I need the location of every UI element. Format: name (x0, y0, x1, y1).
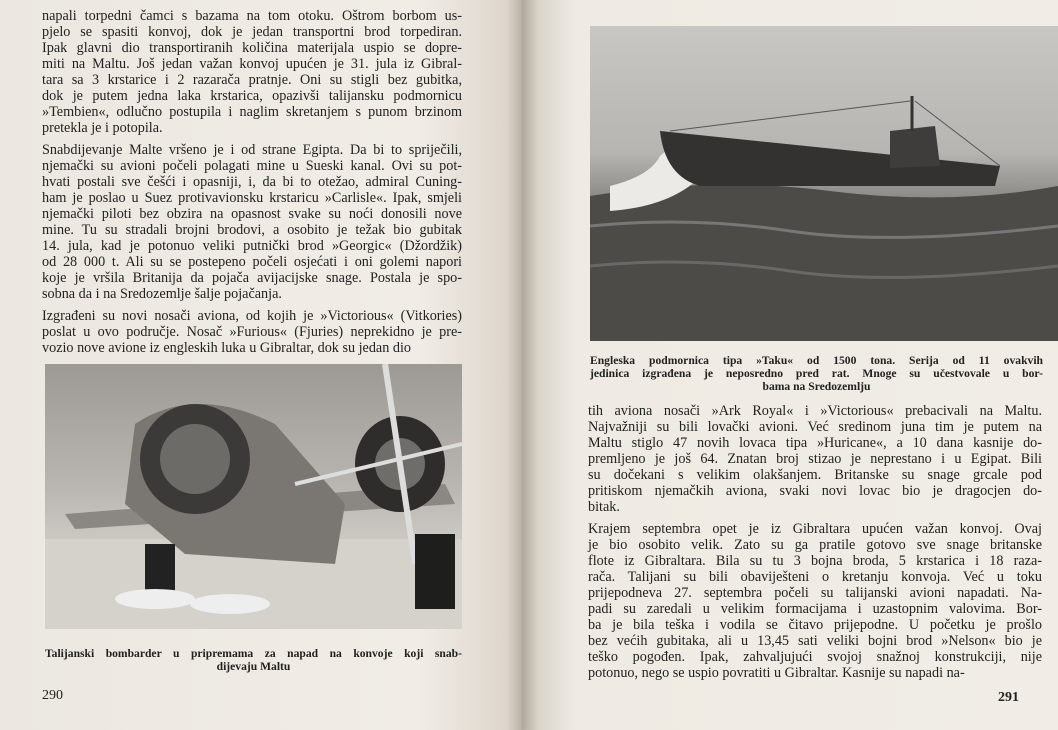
text-line: hvati postali sve češći i opasniji, i, da bi to otežao, admiral Cuning- (42, 174, 462, 190)
body-text (588, 403, 1042, 681)
text-line: padi su zaredali u velikim formacijama i uzastopnim valovima. Bor- (588, 601, 1042, 617)
text-line: od 28 000 t. Ali su se postepeno počeli osjećati i oni golemi napori (42, 254, 462, 270)
text-line: Izgrađeni su novi nosači aviona, od kojih je »Victorious« (Vitkories) (42, 308, 462, 324)
text-line: prijepodneva 27. septembra počeli su talijanski avioni napadati. Na- (588, 585, 1042, 601)
text-line: je bio osobito velik. Zato su ga pratile gotovo sve snage britanske (588, 537, 1042, 553)
left-page (0, 0, 522, 730)
text-line: pritiskom njemačkih aviona, svaki novi lovac bio je dragocjen do- (588, 483, 1042, 499)
text-line: Snabdijevanje Malte vršeno je i od strane Egipta. Da bi to spriječili, (42, 142, 462, 158)
body-text (42, 8, 462, 356)
right-page (522, 0, 1058, 730)
text-line: flote iz Gibraltara. Bila su tu 3 bojna broda, 5 krstarica i 18 raza- (588, 553, 1042, 569)
bomber-photo (45, 364, 462, 629)
caption-line: dijevaju Maltu (216, 660, 291, 673)
text-line: premljeno je još 64. Znatan broj stizao je neprestano i u Egipat. Bili (588, 451, 1042, 467)
text-line: sobna da i na Sredozemlje šalje pojačanja. (42, 286, 282, 302)
text-line: njemački su avioni počeli polagati mine u Sueski kanal. Ovi su pot- (42, 158, 462, 174)
text-line: mine. Tu su stradali brojni brodovi, a osobito je težak bio gubitak (42, 222, 462, 238)
text-line: pjelo se spasiti konvoj, dok je jedan transportni brod torpediran. (42, 24, 462, 40)
text-line: ba je bila teška i vodila se čitavo prijepodne. U početku je prošlo (588, 617, 1042, 633)
submarine-photo (590, 26, 1058, 341)
text-line: miti na Maltu. Još jedan važan konvoj upućen je 31. jula iz Gibral- (42, 56, 462, 72)
text-line: Ipak glavni dio transportiranih količina materijala uspio se dopre- (42, 40, 462, 56)
caption-line: Talijanski bombarder u pripremama za napad na konvoje koji snab- (45, 647, 462, 660)
photo-caption (590, 354, 1043, 393)
text-line: Maltu stiglo 47 novih lovaca tipa »Huricane«, a 10 dana kasnije do- (588, 435, 1042, 451)
text-line: »Tembien«, odlučno postupila i naglim skretanjem s punom brzinom (42, 104, 462, 120)
text-line: bitak. (588, 499, 620, 515)
text-line: pretekla je i potopila. (42, 120, 163, 136)
text-line: vozio nove avione iz engleskih luka u Gibraltar, dok su jedan dio (42, 340, 411, 356)
photo-caption (45, 647, 462, 673)
text-line: su dočekani s velikim olakšanjem. Britanske su snage grcale pod (588, 467, 1042, 483)
page-number: 290 (42, 688, 63, 703)
text-line: poslat u ovo područje. Nosač »Furious« (Fjuries) neprekidno je pre- (42, 324, 462, 340)
text-line: koje je vršila Britanija da pojača avijacijske snage. Postala je spo- (42, 270, 462, 286)
text-line: Najvažniji su bili lovački avioni. Već sredinom juna tim je putem na (588, 419, 1042, 435)
text-line: potonuo, nego se uspio povratiti u Gibraltar. Kasnije su napadi na- (588, 665, 965, 681)
text-line: ham je poslao u Suez protivavionsku krstaricu »Carlisle«. Ipak, smjeli (42, 190, 462, 206)
text-line: teško pogođen. Ipak, zahvaljujući svojoj snažnoj konstrukciji, nije (588, 649, 1042, 665)
text-line: dok je putem jedna laka krstarica, opazivši talijansku podmornicu (42, 88, 462, 104)
text-line: rača. Talijani su bili obaviješteni o kretanju konvoja. Već u toku (588, 569, 1042, 585)
caption-line: Engleska podmornica tipa »Taku« od 1500 tona. Serija od 11 ovakvih (590, 354, 1043, 367)
text-line: tih aviona nosači »Ark Royal« i »Victorious« prebacivali na Maltu. (588, 403, 1042, 419)
text-line: 14. jula, kad je potonuo veliki putnički brod »Georgic« (Džordžik) (42, 238, 462, 254)
text-line: njemački piloti bez obzira na opasnost svake su noći donosili nove (42, 206, 462, 222)
text-line: Krajem septembra opet je iz Gibraltara upućen važan konvoj. Ovaj (588, 521, 1042, 537)
text-line: napali torpedni čamci s bazama na tom otoku. Oštrom borbom us- (42, 8, 462, 24)
caption-line: bama na Sredozemlju (762, 380, 871, 393)
text-line: tara sa 3 krstarice i 2 razarača pratnje. Oni su stigli bez gubitka, (42, 72, 462, 88)
page-number: 291 (998, 690, 1019, 705)
caption-line: jedinica izgrađena je neposredno pred rat. Mnoge su učestvovale u bor- (590, 367, 1043, 380)
text-line: bez većih gubitaka, ali u 13,45 sati veliki bojni brod »Nelson« bio je (588, 633, 1042, 649)
